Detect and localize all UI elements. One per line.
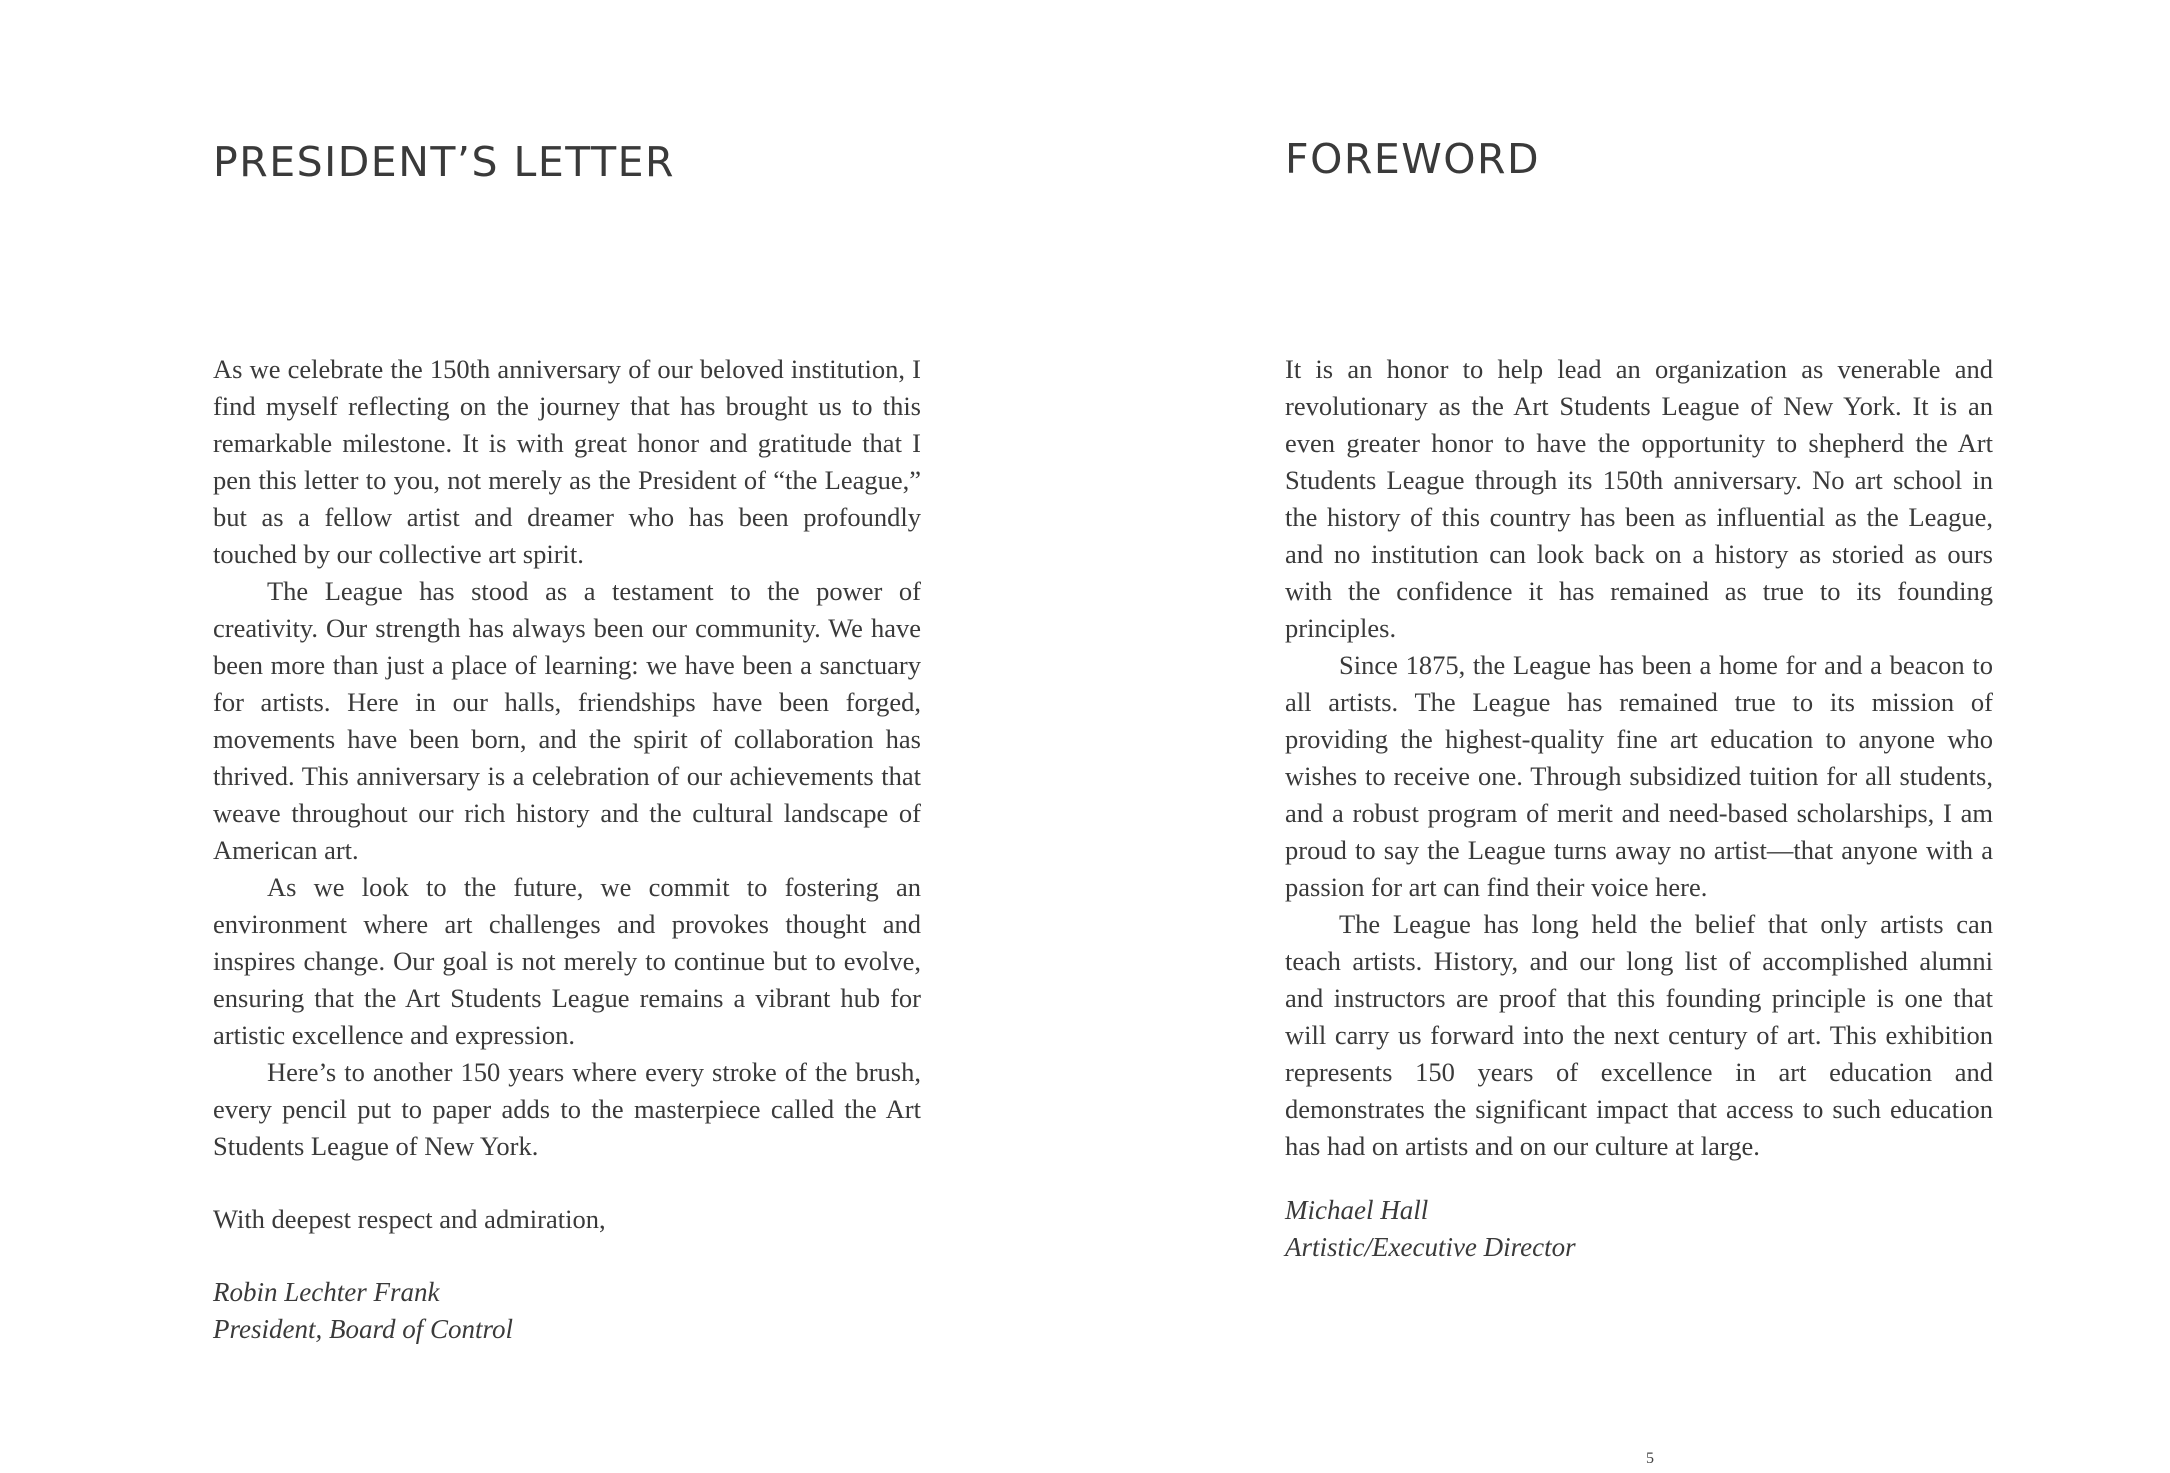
presidents-letter-heading: PRESIDENT’S LETTER: [213, 138, 676, 186]
signature-name: Michael Hall: [1285, 1195, 1429, 1225]
body-paragraph: As we look to the future, we commit to fostering an environment where art challenges and provokes thought and inspires change. Our goal is not merely to continue but to evolve, ensuring that the Art Students League remains a vibrant hub for artistic excellence and expression.: [213, 872, 921, 1050]
body-paragraph: The League has stood as a testament to the power of creativity. Our strength has always been our community. We have been more than just a place of learning: we have been a sanctuary for artists. Here in our halls, friendships have been forged, movements have been born, and the spirit of collaboration has thrived. This anniversary is a celebration of our achievements that weave throughout our rich history and the cultural landscape of American art.: [213, 576, 921, 865]
signature-title: Artistic/Executive Director: [1285, 1232, 1576, 1262]
body-paragraph: Here’s to another 150 years where every stroke of the brush, every pencil put to paper adds to the masterpiece called the Art Students League of New York.: [213, 1057, 921, 1161]
signature-block: [213, 1274, 921, 1348]
page-number: 5: [1646, 1450, 1654, 1467]
body-paragraph: Since 1875, the League has been a home for and a beacon to all artists. The League has remained true to its mission of providing the highest-quality fine art education to anyone who wishes to receive one. Through subsidized tuition for all students, and a robust program of merit and need-based scholarships, I am proud to say the League turns away no artist—that anyone with a passion for art can find their voice here.: [1285, 650, 1993, 902]
body-paragraph: The League has long held the belief that only artists can teach artists. History, and our long list of accomplished alumni and instructors are proof that this founding principle is one that will carry us forward into the next century of art. This exhibition represents 150 years of excellence in art education and demonstrates the significant impact that access to such education has had on artists and on our culture at large.: [1285, 909, 1993, 1161]
body-paragraph: As we celebrate the 150th anniversary of our beloved institution, I find myself reflecting on the journey that has brought us to this remarkable milestone. It is with great honor and gratitude that I pen this letter to you, not merely as the President of “the League,” but as a fellow artist and dreamer who has been profoundly touched by our collective art spirit.: [213, 354, 921, 569]
presidents-letter-body: [213, 351, 921, 1348]
signature-name: Robin Lechter Frank: [213, 1277, 440, 1307]
signature-title: President, Board of Control: [213, 1314, 513, 1344]
body-paragraph: It is an honor to help lead an organization as venerable and revolutionary as the Art Students League of New York. It is an even greater honor to have the opportunity to shepherd the Art Students League through its 150th anniversary. No art school in the history of this country has been as influential as the League, and no institution can look back on a history as storied as ours with the confidence it has remained as true to its founding principles.: [1285, 354, 1993, 643]
closing-line: With deepest respect and admiration,: [213, 1204, 606, 1234]
foreword-body: [1285, 351, 1993, 1266]
signature-block: [1285, 1192, 1993, 1266]
foreword-heading: FOREWORD: [1285, 135, 1541, 183]
